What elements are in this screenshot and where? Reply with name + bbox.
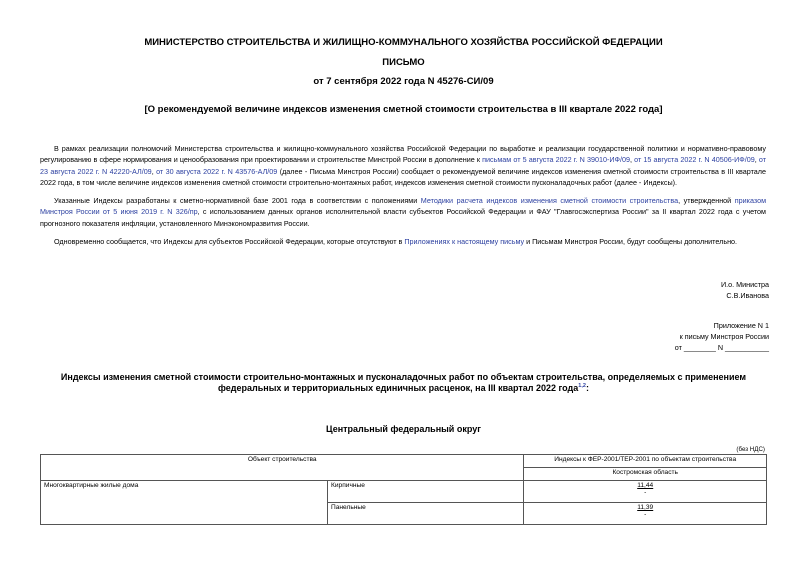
cell-object: Многоквартирные жилые дома [41,481,328,525]
body-paragraph-1: В рамках реализации полномочий Министерства строительства и жилищно-коммунального хозяйства Российской Федерации по выработке и реализации государственной политики и нормативно-правовому регулированию в сфере нормирования и ценообразования при проектировании и строительстве Минстрой России в дополнение к письмам от 5 августа 2022 г. N 39010-ИФ/09, от 15 августа 2022 г. N 40506-ИФ/09, от 23 августа 2022 г. N 42220-АЛ/09, от 30 августа 2022 г. N 43576-АЛ/09 (далее - Письма Минстроя России) сообщает о рекомендуемой величине индексов изменения сметной стоимости строительства в III квартале 2022 года, в том числе величине индексов изменения сметной стоимости строительно-монтажных работ, индексов изменения сметной стоимости пусконаладочных работ (далее - Индексы). [40,144,766,187]
appendix-title: Приложение N 1 [713,321,769,330]
signature-name: С.В.Иванова [726,291,769,300]
ministry-title: МИНИСТЕРСТВО СТРОИТЕЛЬСТВА И ЖИЛИЩНО-КОММУНАЛЬНОГО ХОЗЯЙСТВА РОССИЙСКОЙ ФЕДЕРАЦИИ [144,37,663,48]
cell-type: Панельные [328,503,524,525]
value-link[interactable]: 11,44 [637,482,654,489]
link-appendices[interactable]: Приложениях к настоящему письму [404,237,525,246]
value-link[interactable]: 11,39 [637,504,654,511]
link-letter-39010[interactable]: письмам от 5 августа 2022 г. N 39010-ИФ/09 [482,155,630,165]
doc-type: ПИСЬМО [382,57,425,68]
doc-subject: [О рекомендуемой величине индексов изменения сметной стоимости строительства в III квартале 2022 года] [144,104,663,115]
signature-position: И.о. Министра [720,280,769,289]
district-heading: Центральный федеральный округ [326,424,481,434]
appendix-letter-ref: к письму Минстроя России [679,332,769,341]
link-methodology[interactable]: Методики расчета индексов изменения сметной стоимости строительства [420,196,679,205]
annex-heading-line-2: федеральных и территориальных единичных расценок, на III квартал 2022 года$^{1,2}$: [218,383,589,393]
header-region: Костромская область [524,468,767,481]
cell-type: Кирпичные [328,481,524,503]
link-order-326[interactable]: приказом Минстроя России от 5 июня 2019 г. N 326/пр [40,196,767,217]
header-object: Объект строительства [41,455,524,481]
cell-value: 11,44 - [524,481,767,503]
body-paragraph-3: Одновременно сообщается, что Индексы для субъектов Российской Федерации, которые отсутствуют в Приложениях к настоящему письму и Письмам Минстроя России, будут сообщены дополнительно. [54,237,738,246]
header-indexes: Индексы к ФЕР-2001/ТЕР-2001 по объектам строительства [524,455,767,468]
appendix-block [675,320,769,353]
link-letter-43576[interactable]: от 30 августа 2022 г. N 43576-АЛ/09 [156,166,278,176]
index-table [40,454,767,525]
link-letter-40506[interactable]: от 15 августа 2022 г. N 40506-ИФ/09 [634,155,755,165]
table-header-row [41,455,767,468]
annex-heading-line-1: Индексы изменения сметной стоимости строительно-монтажных и пусконаладочных работ по объектам строительства, определяемых с применением [60,372,747,382]
signature-block [721,279,769,301]
no-vat-note: (без НДС) [736,446,765,453]
table-row [41,481,767,503]
footnote-mark[interactable]: 1,2 [578,383,586,389]
doc-date-number: от 7 сентября 2022 года N 45276-СИ/09 [313,76,494,87]
appendix-date-number: от ________ N ___________ [674,343,769,352]
link-letter-42220[interactable]: от 23 августа 2022 г. N 42220-АЛ/09 [40,155,766,176]
body-paragraph-2: Указанные Индексы разработаны к сметно-нормативной базе 2001 года в соответствии с положениями Методики расчета индексов изменения сметной стоимости строительства, утвержденной приказом Минстроя России от 5 июня 2019 г. N 326/пр, с использованием данных органов исполнительной власти субъектов Российской Федерации и ФАУ "Главгосэкспертиза России" за II квартал 2022 года с учетом прогнозного показателя инфляции, установленного Минэкономразвития России. [40,196,767,228]
cell-value: 11,39 - [524,503,767,525]
